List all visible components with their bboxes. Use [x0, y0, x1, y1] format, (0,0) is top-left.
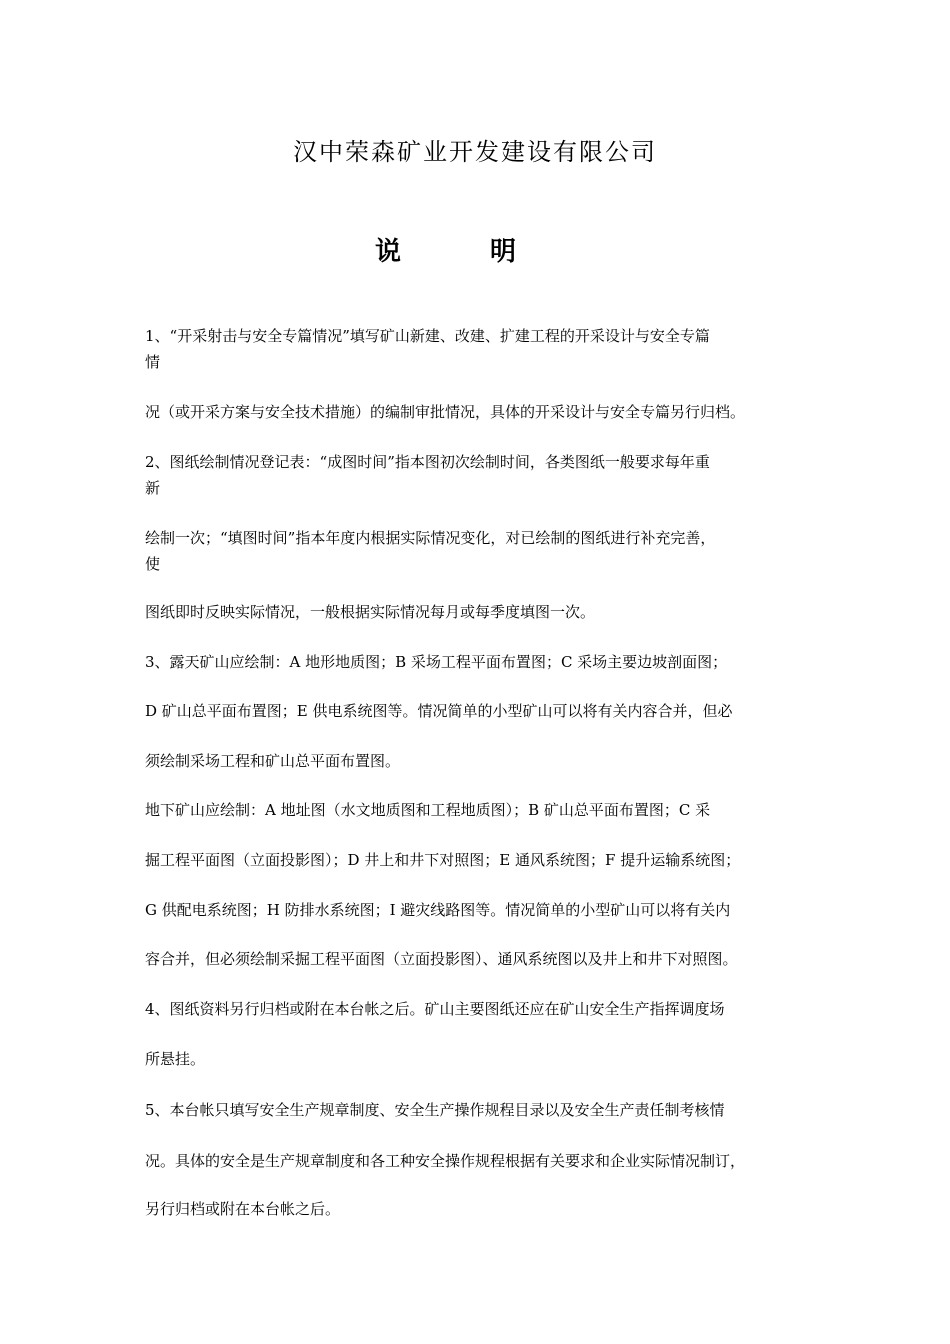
heading-char-1: 说 — [375, 237, 402, 267]
text-line: 容合并，但必须绘制采掘工程平面图（立面投影图）、通风系统图以及井上和井下对照图。 — [145, 950, 738, 968]
text-line: 图纸即时反映实际情况，一般根据实际情况每月或每季度填图一次。 — [145, 603, 596, 621]
text-line: 使 — [145, 555, 161, 573]
text-line: 所悬挂。 — [145, 1050, 206, 1068]
heading-char-2: 明 — [490, 237, 517, 267]
text-line: 况（或开采方案与安全技术措施）的编制审批情况，具体的开采设计与安全专篇另行归档。 — [145, 403, 746, 421]
text-line: 新 — [145, 479, 161, 497]
text-line: 须绘制采场工程和矿山总平面布置图。 — [145, 752, 401, 770]
text-line: D 矿山总平面布置图；E 供电系统图等。情况简单的小型矿山可以将有关内容合并，但必 — [145, 702, 733, 720]
text-line: 3、露天矿山应绘制：A 地形地质图；B 采场工程平面布置图；C 采场主要边坡剖面图； — [145, 653, 728, 671]
company-name: 汉中荣森矿业开发建设有限公司 — [293, 138, 657, 166]
text-line: 掘工程平面图（立面投影图）；D 井上和井下对照图；E 通风系统图；F 提升运输系统图； — [145, 851, 741, 869]
text-line: 另行归档或附在本台帐之后。 — [145, 1200, 341, 1218]
text-line: 1、“开采射击与安全专篇情况”填写矿山新建、改建、扩建工程的开采设计与安全专篇 — [145, 327, 710, 345]
text-line: 地下矿山应绘制：A 地址图（水文地质图和工程地质图）；B 矿山总平面布置图；C 采 — [145, 801, 711, 819]
text-line: 绘制一次；“填图时间”指本年度内根据实际情况变化，对已绘制的图纸进行补充完善， — [145, 529, 716, 547]
text-line: 5、本台帐只填写安全生产规章制度、安全生产操作规程目录以及安全生产责任制考核情 — [145, 1101, 725, 1119]
text-line: 况。具体的安全是生产规章制度和各工种安全操作规程根据有关要求和企业实际情况制订， — [145, 1152, 746, 1170]
text-line: 2、图纸绘制情况登记表：“成图时间”指本图初次绘制时间，各类图纸一般要求每年重 — [145, 453, 710, 471]
text-line: 4、图纸资料另行归档或附在本台帐之后。矿山主要图纸还应在矿山安全生产指挥调度场 — [145, 1000, 725, 1018]
text-line: 情 — [145, 353, 161, 371]
text-line: G 供配电系统图；H 防排水系统图；I 避灾线路图等。情况简单的小型矿山可以将有关内 — [145, 901, 731, 919]
